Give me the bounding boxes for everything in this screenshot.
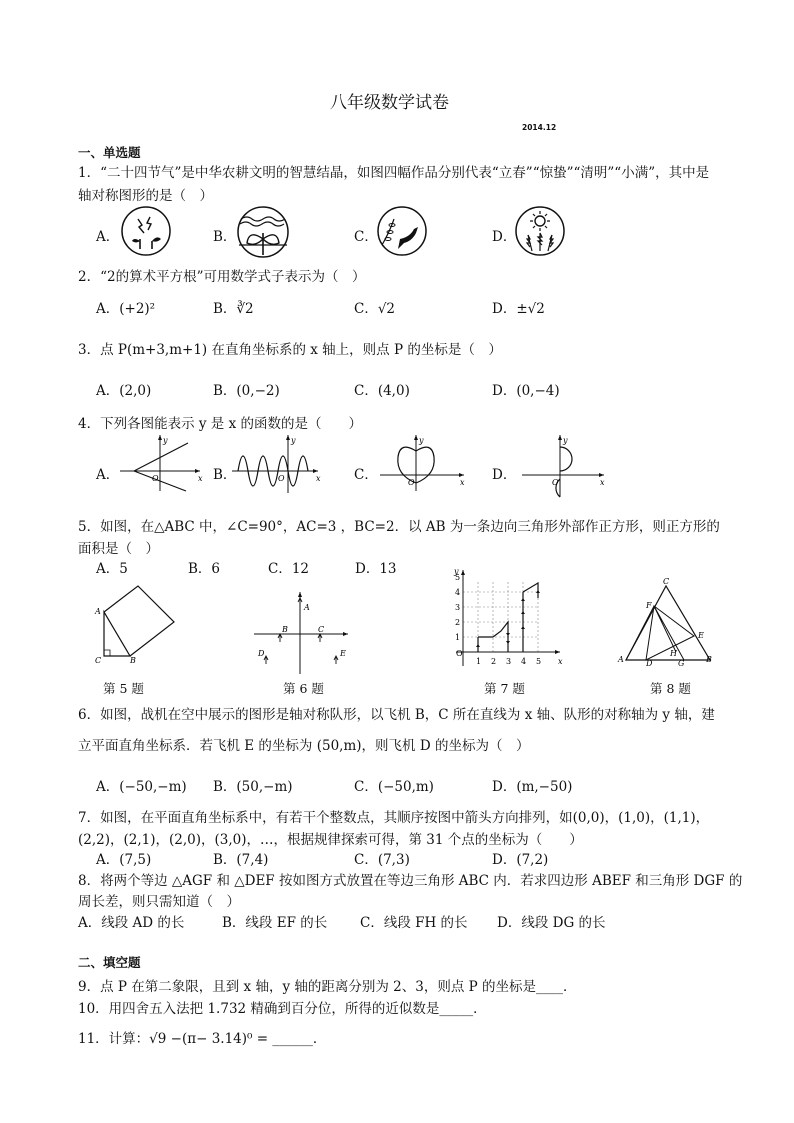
page-title: 八年级数学试卷	[330, 93, 449, 113]
q8-option-b[interactable]: B．线段 EF 的长	[222, 915, 328, 931]
caption-q6: 第 6 题	[283, 681, 324, 696]
svg-text:O: O	[552, 478, 559, 487]
svg-text:5: 5	[536, 657, 542, 666]
q7-stem-line1: 7．如图，在平面直角坐标系中，有若干个整数点，其顺序按图中箭头方向排列，如(0,0)，(1,0)，(1,1)，	[78, 810, 710, 826]
q2-option-a[interactable]: A．(+2)²	[96, 301, 156, 317]
q3-option-c[interactable]: C．(4,0)	[354, 383, 410, 399]
q8-stem-line2: 周长差，则只需知道（ ）	[78, 894, 240, 910]
svg-text:G: G	[678, 659, 685, 668]
q6-option-c[interactable]: C．(−50,m)	[354, 779, 434, 795]
svg-text:E: E	[340, 649, 346, 658]
q6-stem-line1: 6．如图，战机在空中展示的图形是轴对称队形，以飞机 B，C 所在直线为 x 轴、队形的对称轴为 y 轴，建	[78, 707, 715, 723]
svg-text:2: 2	[491, 657, 497, 666]
q8-option-a[interactable]: A．线段 AD 的长	[78, 915, 185, 931]
q3-option-b[interactable]: B．(0,−2)	[213, 383, 280, 399]
q6-stem-line2: 立平面直角坐标系．若飞机 E 的坐标为 (50,m)，则飞机 D 的坐标为（ ）	[78, 738, 530, 754]
q2-option-d[interactable]: D．±√2	[492, 301, 545, 317]
q5-option-b[interactable]: B．6	[188, 561, 221, 577]
svg-text:y: y	[454, 567, 459, 576]
svg-text:1: 1	[455, 633, 461, 642]
figure-q5	[92, 584, 184, 664]
svg-text:x: x	[460, 478, 465, 487]
q2-stem: 2．“2的算术平方根”可用数学式子表示为（ ）	[78, 269, 366, 285]
svg-text:C: C	[95, 656, 102, 665]
svg-text:B: B	[130, 656, 136, 665]
svg-text:O: O	[152, 474, 159, 483]
q4-graph-c	[380, 433, 468, 493]
svg-text:A: A	[95, 607, 101, 616]
q11-stem: 11．计算：√9 −(π− 3.14)⁰ = ______．	[78, 1031, 327, 1047]
q9-stem: 9．点 P 在第二象限，且到 x 轴，y 轴的距离分别为 2、3，则点 P 的坐标是____．	[78, 979, 577, 995]
q6-option-a[interactable]: A．(−50,−m)	[96, 779, 187, 795]
q3-option-a[interactable]: A．(2,0)	[96, 383, 152, 399]
q7-option-a[interactable]: A．(7,5)	[96, 852, 152, 868]
q5-stem-line2: 面积是（ ）	[78, 541, 159, 557]
svg-text:D: D	[646, 659, 653, 668]
q2-option-c[interactable]: C．√2	[354, 301, 396, 317]
caption-q7: 第 7 题	[484, 681, 525, 696]
section-title-single-choice: 一、单选题	[78, 145, 141, 160]
q3-stem: 3．点 P(m+3,m+1) 在直角坐标系的 x 轴上，则点 P 的坐标是（ ）	[78, 342, 502, 358]
svg-text:y: y	[563, 436, 568, 445]
q7-option-c[interactable]: C．(7,3)	[354, 852, 410, 868]
svg-text:2: 2	[455, 618, 461, 627]
q6-option-d[interactable]: D．(m,−50)	[492, 779, 573, 795]
solar-term-xiaoman-icon	[514, 205, 566, 257]
q5-option-d[interactable]: D．13	[355, 561, 397, 577]
svg-text:F: F	[646, 601, 652, 610]
solar-term-qingming-icon	[376, 205, 428, 257]
svg-text:O: O	[278, 474, 285, 483]
q7-option-d[interactable]: D．(7,2)	[492, 852, 549, 868]
q4-option-b[interactable]: B．	[213, 467, 237, 483]
svg-text:x: x	[558, 657, 563, 666]
q3-option-d[interactable]: D．(0,−4)	[492, 383, 560, 399]
svg-text:x: x	[316, 474, 321, 483]
q4-graph-d	[522, 433, 608, 499]
solar-term-jingzhe-icon	[236, 205, 290, 259]
exam-date: 2014.12	[522, 123, 557, 132]
q1-option-b[interactable]: B．	[213, 229, 237, 245]
figure-q6	[252, 590, 352, 676]
svg-text:x: x	[198, 474, 203, 483]
q5-option-a[interactable]: A．5	[96, 561, 128, 577]
svg-text:1: 1	[476, 657, 482, 666]
svg-text:B: B	[282, 625, 288, 634]
svg-text:4: 4	[521, 657, 527, 666]
q8-stem-line1: 8．将两个等边 △AGF 和 △DEF 按如图方式放置在等边三角形 ABC 内．若求四边形 ABEF 和三角形 DGF 的	[78, 873, 743, 889]
q7-stem-line2: (2,2)，(2,1)，(2,0)，(3,0)，…，根据规律探索可得，第 31 个点的坐标为（ ）	[78, 832, 583, 848]
svg-text:y: y	[419, 436, 424, 445]
svg-text:y: y	[291, 436, 296, 445]
q1-option-c[interactable]: C．	[354, 229, 378, 245]
figure-q8	[618, 578, 718, 666]
q1-option-d[interactable]: D．	[492, 229, 517, 245]
svg-text:H: H	[670, 649, 677, 658]
svg-text:A: A	[304, 603, 310, 612]
q8-option-c[interactable]: C．线段 FH 的长	[360, 915, 468, 931]
svg-text:E: E	[698, 631, 704, 640]
svg-text:x: x	[600, 478, 605, 487]
q6-option-b[interactable]: B．(50,−m)	[213, 779, 293, 795]
svg-text:B: B	[706, 655, 712, 664]
q7-option-b[interactable]: B．(7,4)	[213, 852, 269, 868]
figure-q7	[452, 566, 568, 674]
solar-term-lichun-icon	[120, 205, 172, 257]
q1-stem-line2: 轴对称图形的是（ ）	[78, 188, 213, 204]
caption-q8: 第 8 题	[650, 681, 691, 696]
q1-stem-line1: 1．“二十四节气”是中华农耕文明的智慧结晶，如图四幅作品分别代表“立春”“惊蛰”“清明”“小满”，其中是	[78, 165, 710, 181]
svg-text:C: C	[318, 625, 325, 634]
svg-text:4: 4	[455, 588, 461, 597]
svg-text:O: O	[408, 478, 415, 487]
section-title-fill-blank: 二、填空题	[78, 955, 141, 970]
q4-stem: 4．下列各图能表示 y 是 x 的函数的是（ ）	[78, 416, 362, 432]
svg-text:D: D	[258, 649, 265, 658]
q4-option-c[interactable]: C．	[354, 467, 378, 483]
svg-text:y: y	[163, 436, 168, 445]
svg-text:3: 3	[506, 657, 512, 666]
q10-stem: 10．用四舍五入法把 1.732 精确到百分位，所得的近似数是_____．	[78, 1001, 487, 1017]
svg-text:A: A	[618, 655, 624, 664]
q5-option-c[interactable]: C．12	[268, 561, 310, 577]
caption-q5: 第 5 题	[103, 681, 144, 696]
svg-text:5: 5	[455, 573, 461, 582]
q8-option-d[interactable]: D．线段 DG 的长	[497, 915, 606, 931]
q4-graph-b	[232, 433, 324, 495]
q2-option-b[interactable]: B．∛2	[213, 301, 254, 317]
q4-option-a[interactable]: A．	[96, 467, 120, 483]
svg-text:O: O	[456, 649, 463, 658]
q1-option-a[interactable]: A．	[96, 229, 120, 245]
q4-option-d[interactable]: D．	[492, 467, 517, 483]
svg-text:3: 3	[455, 603, 461, 612]
q4-graph-a	[120, 433, 205, 493]
svg-text:C: C	[663, 577, 670, 586]
q5-stem-line1: 5．如图，在△ABC 中，∠C=90°，AC=3 ，BC=2．以 AB 为一条边向三角形外部作正方形，则正方形的	[78, 519, 720, 535]
